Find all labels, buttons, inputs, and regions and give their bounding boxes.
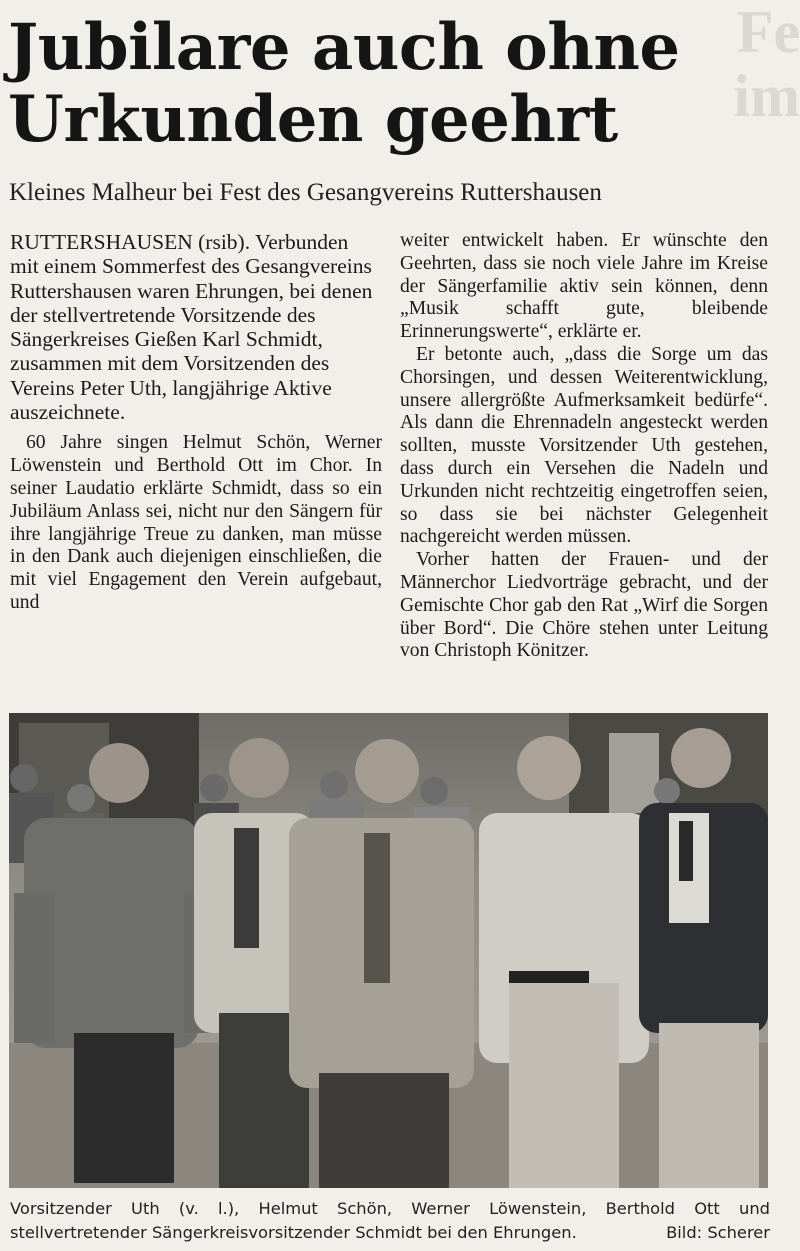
article-column-right <box>400 230 768 663</box>
headline <box>8 12 728 156</box>
article-photo <box>9 713 768 1188</box>
photo-credit: Bild: Scherer <box>666 1222 770 1242</box>
subheadline: Kleines Malheur bei Fest des Gesangvereins Ruttershausen <box>9 179 602 206</box>
caption-text: Vorsitzender Uth (v. l.), Helmut Schön, Werner Löwenstein, Berthold Ott und stellvertretender Sängerkreisvorsitzender Schmidt bei den Ehrungen. <box>10 1199 770 1242</box>
dateline: RUTTERSHAUSEN (rsib). <box>10 230 251 254</box>
article-column-left <box>10 230 382 615</box>
headline-line-1: Jubilare auch ohne <box>8 10 680 85</box>
bleed-through-headline: Fe im <box>733 0 800 129</box>
article-paragraph: Vorher hatten der Frauen- und der Männerchor Liedvorträge gebracht, und der Gemischte Chor gab den Rat „Wirf die Sorgen über Bord“. Die Chöre stehen unter Leitung von Christoph Könitzer. <box>400 549 768 662</box>
lead-text: Verbunden mit einem Sommerfest des Gesangvereins Ruttershausen waren Ehrungen, bei denen der stellvertretende Vorsitzende des Sängerkreises Gießen Karl Schmidt, zusammen mit dem Vorsitzenden des Vereins Peter Uth, langjährige Aktive auszeichnete. <box>10 230 373 425</box>
article-paragraph: weiter entwickelt haben. Er wünschte den Geehrten, dass sie noch viele Jahre im Kreise der Sängerfamilie aktiv sein können, denn „Musik schafft gute, bleibende Erinnerungswerte“, erklärte er. <box>400 230 768 343</box>
article-paragraph: 60 Jahre singen Helmut Schön, Werner Löwenstein und Berthold Ott im Chor. In seiner Laudatio erklärte Schmidt, dass so ein Jubiläum Anlass sei, nicht nur den Sängern für ihre langjährige Treue zu danken, man müsse in den Dank auch diejenigen einschließen, die mit viel Engagement den Verein aufgebaut, und <box>10 432 382 613</box>
article-paragraph: Er betonte auch, „dass die Sorge um das Chorsingen, und dessen Weiterentwicklung, unsere allergrößte Aufmerksamkeit bedürfe“. Als dann die Ehrennadeln angesteckt werden sollten, musste Vorsitzender Uth gestehen, dass durch ein Versehen die Nadeln und Urkunden nicht rechtzeitig eingetroffen seien, so dass sie bei nächster Gelegenheit nachgereicht werden müssen. <box>400 343 768 548</box>
photo-caption <box>10 1197 770 1244</box>
article-lead <box>10 230 382 424</box>
headline-line-2: Urkunden geehrt <box>8 82 618 157</box>
